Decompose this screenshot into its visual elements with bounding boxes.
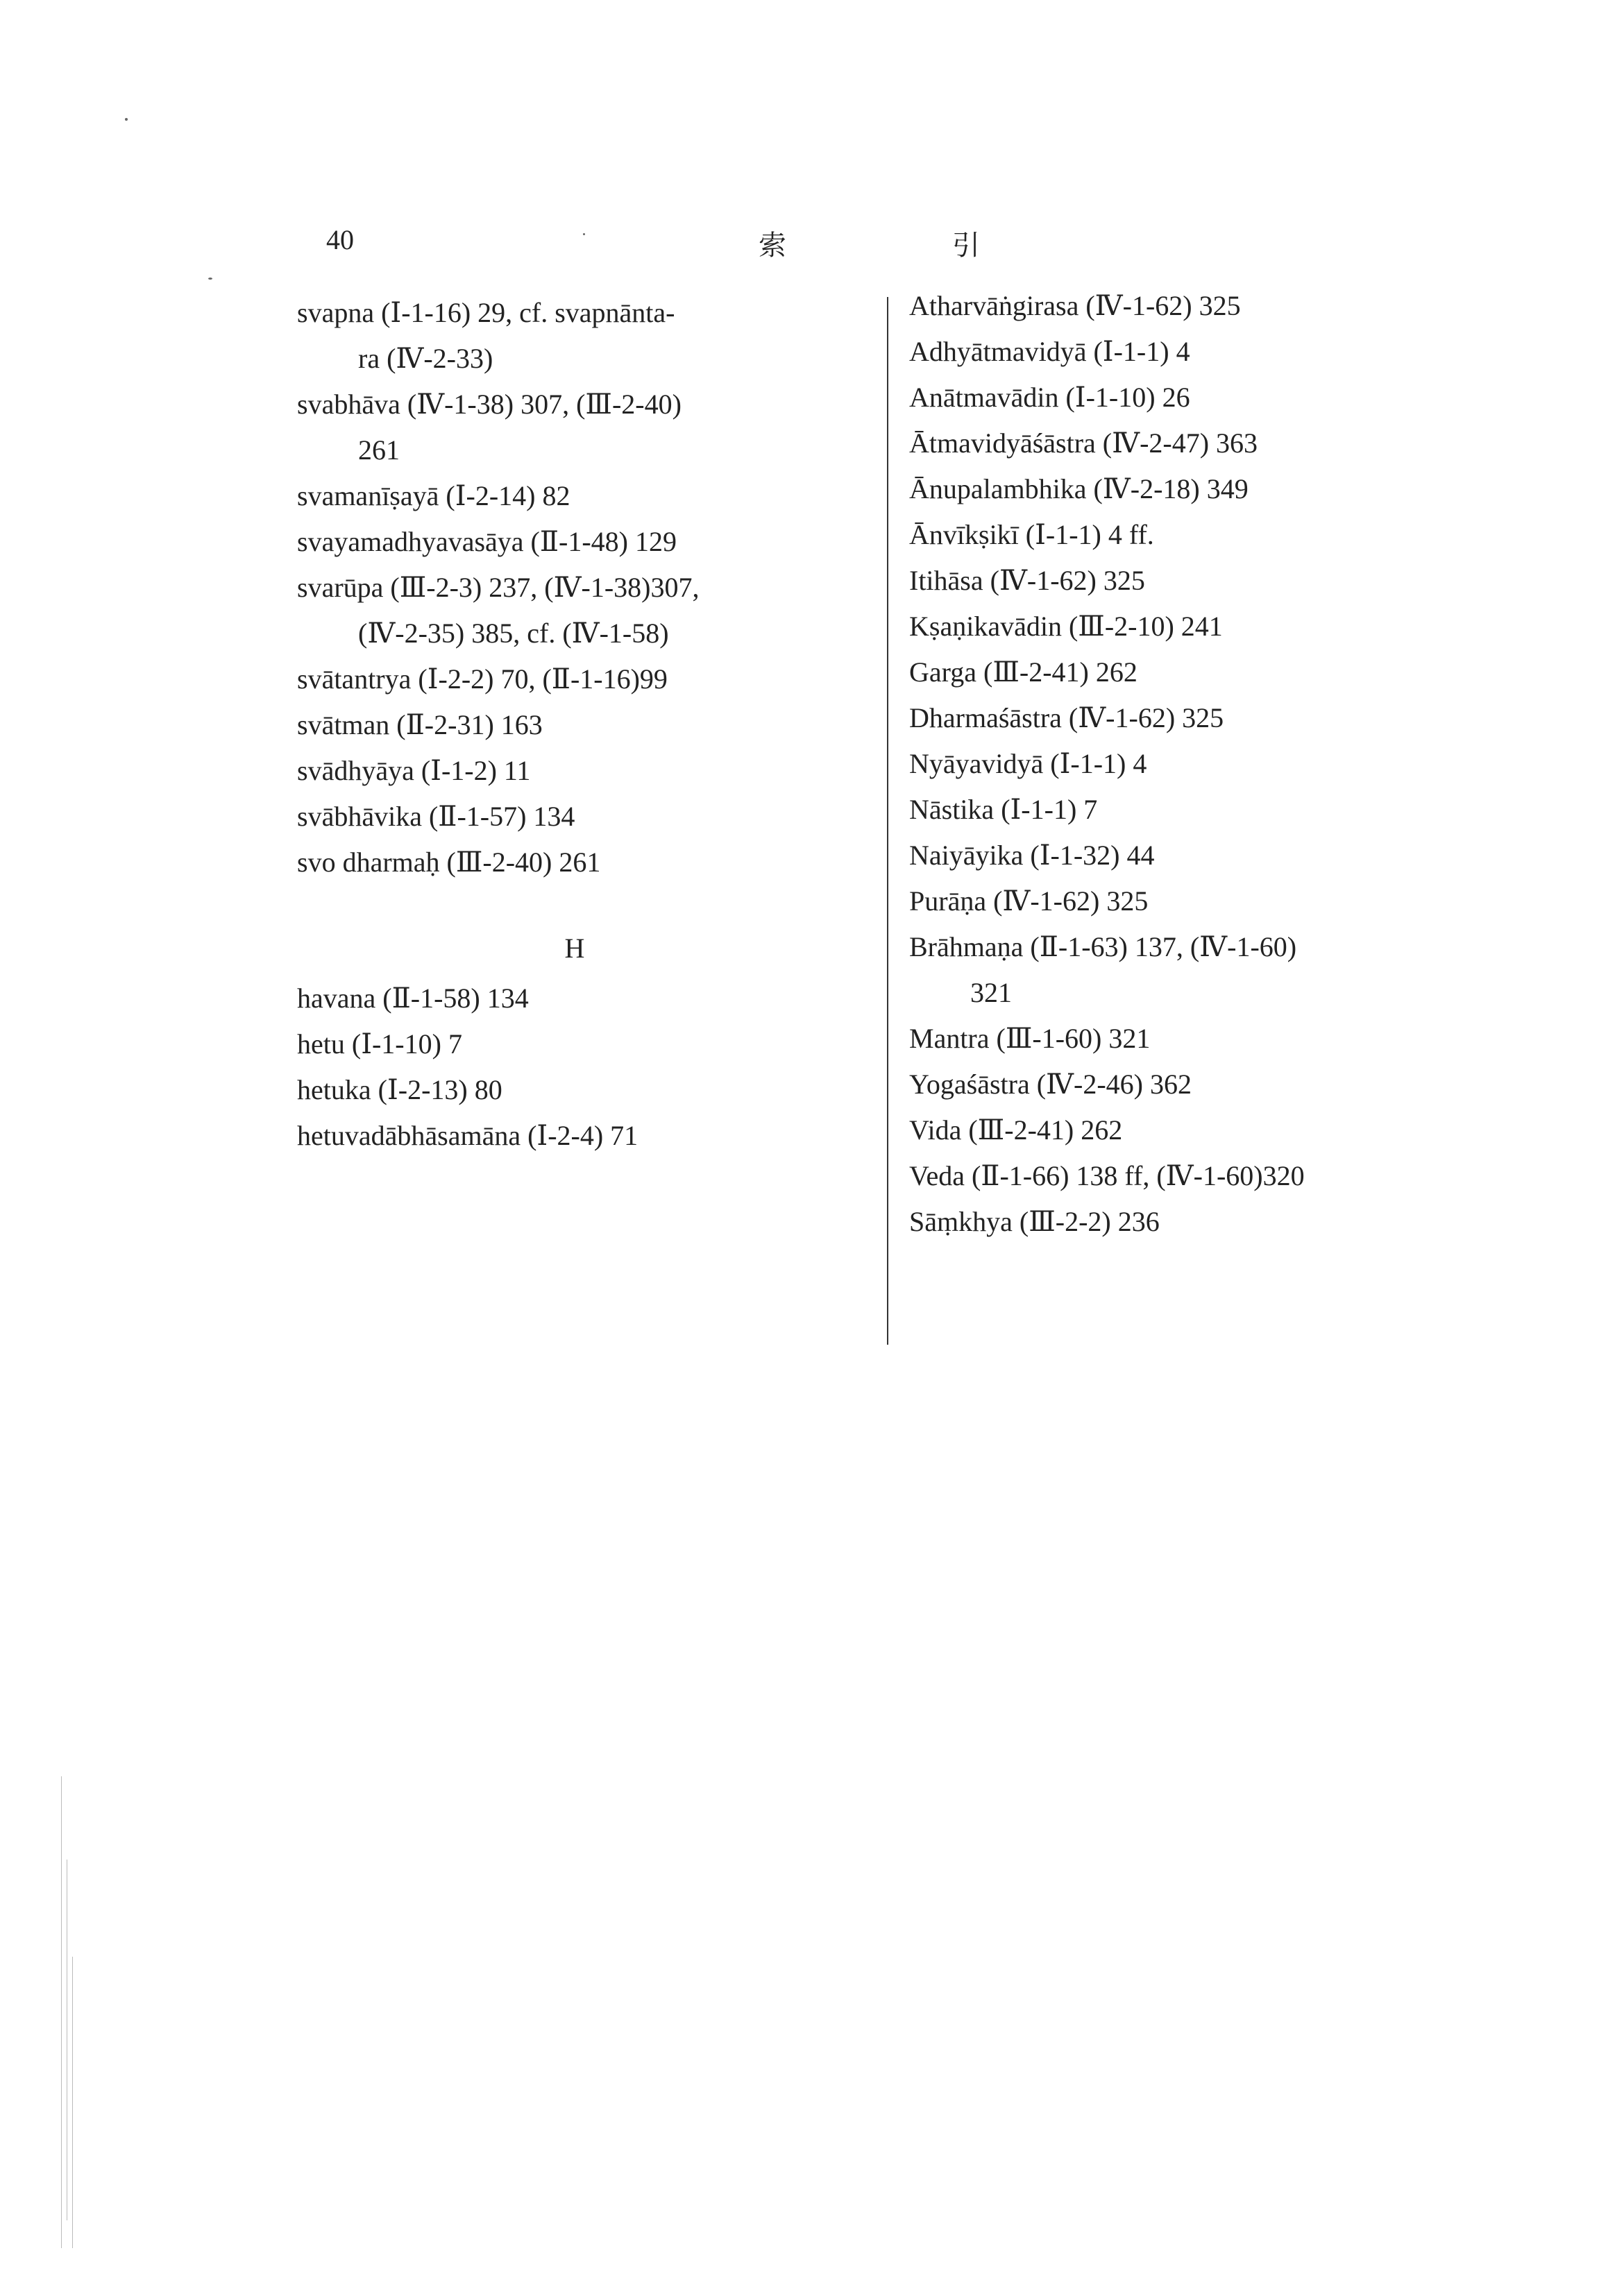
index-entry-text: svābhāvika (Ⅱ-1-57) 134 xyxy=(297,801,575,832)
index-entry xyxy=(297,1113,866,1159)
index-entry-text: svo dharmaḥ (Ⅲ-2-40) 261 xyxy=(297,847,601,878)
index-entry-text: hetuka (Ⅰ-2-13) 80 xyxy=(297,1074,502,1105)
index-entry xyxy=(297,840,866,885)
index-entry-text: svātantrya (Ⅰ-2-2) 70, (Ⅱ-1-16)99 xyxy=(297,663,668,695)
index-entry xyxy=(297,702,866,748)
index-entry xyxy=(909,1062,1478,1107)
index-entry-text: Brāhmaṇa (Ⅱ-1-63) 137, (Ⅳ-1-60) xyxy=(909,931,1297,962)
index-entry-text: hetu (Ⅰ-1-10) 7 xyxy=(297,1028,462,1060)
page-number: 40 xyxy=(326,224,354,255)
index-entry-text: Vida (Ⅲ-2-41) 262 xyxy=(909,1114,1123,1146)
index-entry xyxy=(909,833,1478,878)
index-entry-text: Yogaśāstra (Ⅳ-2-46) 362 xyxy=(909,1069,1192,1100)
index-entry-text: Itihāsa (Ⅳ-1-62) 325 xyxy=(909,565,1145,596)
index-entry-text: svayamadhyavasāya (Ⅱ-1-48) 129 xyxy=(297,526,677,557)
index-entry-text: svabhāva (Ⅳ-1-38) 307, (Ⅲ-2-40) xyxy=(297,389,682,420)
index-entry xyxy=(909,649,1478,695)
index-entry xyxy=(297,290,866,382)
index-entry xyxy=(297,976,866,1021)
running-title-index-char-2: 引 xyxy=(952,230,980,262)
index-entry xyxy=(909,924,1478,1016)
index-entry xyxy=(909,1107,1478,1153)
index-entry-text: Kṣaṇikavādin (Ⅲ-2-10) 241 xyxy=(909,611,1223,642)
index-entry xyxy=(909,375,1478,420)
index-entry xyxy=(297,1021,866,1067)
index-entry xyxy=(297,656,866,702)
index-entry-continuation: (Ⅳ-2-35) 385, cf. (Ⅳ-1-58) xyxy=(358,618,669,649)
index-entry xyxy=(297,382,866,473)
index-entry xyxy=(909,466,1478,512)
index-entry xyxy=(909,604,1478,649)
index-entry-text: svamanīṣayā (Ⅰ-2-14) 82 xyxy=(297,480,570,511)
left-index-column xyxy=(297,290,866,1159)
index-entry-text: Atharvāṅgirasa (Ⅳ-1-62) 325 xyxy=(909,290,1241,321)
running-title-index-char-1: 索 xyxy=(759,230,786,262)
index-entry xyxy=(909,741,1478,787)
index-entry xyxy=(297,1067,866,1113)
index-entry xyxy=(297,748,866,794)
index-entry-text: Mantra (Ⅲ-1-60) 321 xyxy=(909,1023,1151,1054)
index-entry xyxy=(909,1153,1478,1199)
index-entry xyxy=(909,512,1478,558)
index-entry-text: Adhyātmavidyā (Ⅰ-1-1) 4 xyxy=(909,336,1190,367)
index-entry-text: Nāstika (Ⅰ-1-1) 7 xyxy=(909,794,1098,825)
index-entry xyxy=(909,558,1478,604)
index-entry xyxy=(909,1016,1478,1062)
index-entry-text: Garga (Ⅲ-2-41) 262 xyxy=(909,656,1137,688)
index-entry-text: havana (Ⅱ-1-58) 134 xyxy=(297,983,529,1014)
section-letter-heading: H xyxy=(564,933,585,964)
index-entry xyxy=(909,420,1478,466)
index-entry-text: svarūpa (Ⅲ-2-3) 237, (Ⅳ-1-38)307, xyxy=(297,572,700,603)
index-entry-text: hetuvadābhāsamāna (Ⅰ-2-4) 71 xyxy=(297,1120,638,1151)
scan-margin-marks xyxy=(58,1776,79,2262)
index-entry xyxy=(297,519,866,565)
index-entry-continuation: 321 xyxy=(970,977,1012,1008)
index-entry-continuation: ra (Ⅳ-2-33) xyxy=(358,343,493,374)
column-divider xyxy=(887,297,888,1345)
index-entry xyxy=(297,565,866,656)
index-entry xyxy=(909,695,1478,741)
index-entry-text: Sāṃkhya (Ⅲ-2-2) 236 xyxy=(909,1206,1160,1237)
running-head xyxy=(0,223,1624,265)
index-entry-text: Dharmaśāstra (Ⅳ-1-62) 325 xyxy=(909,702,1224,733)
right-index-column xyxy=(909,283,1478,1245)
index-entry-text: Ātmavidyāśāstra (Ⅳ-2-47) 363 xyxy=(909,427,1258,459)
index-entry-text: Anātmavādin (Ⅰ-1-10) 26 xyxy=(909,382,1190,413)
index-entry xyxy=(909,283,1478,329)
index-entry-text: svātman (Ⅱ-2-31) 163 xyxy=(297,709,543,740)
index-entry-text: Purāṇa (Ⅳ-1-62) 325 xyxy=(909,885,1149,917)
index-entry xyxy=(909,878,1478,924)
index-entry-text: Naiyāyika (Ⅰ-1-32) 44 xyxy=(909,840,1155,871)
index-entry xyxy=(909,329,1478,375)
index-entry xyxy=(297,794,866,840)
index-entry xyxy=(909,1199,1478,1245)
index-entry-text: svapna (Ⅰ-1-16) 29, cf. svapnānta- xyxy=(297,297,675,328)
index-entry-continuation: 261 xyxy=(358,434,400,466)
index-entry-text: Veda (Ⅱ-1-66) 138 ff, (Ⅳ-1-60)320 xyxy=(909,1160,1305,1191)
index-entry xyxy=(297,473,866,519)
index-entry xyxy=(909,787,1478,833)
index-entry-text: Nyāyavidyā (Ⅰ-1-1) 4 xyxy=(909,748,1147,779)
index-entry-text: Ānupalambhika (Ⅳ-2-18) 349 xyxy=(909,473,1249,504)
index-entry-text: Ānvīkṣikī (Ⅰ-1-1) 4 ff. xyxy=(909,519,1154,550)
index-entry-text: svādhyāya (Ⅰ-1-2) 11 xyxy=(297,755,531,786)
